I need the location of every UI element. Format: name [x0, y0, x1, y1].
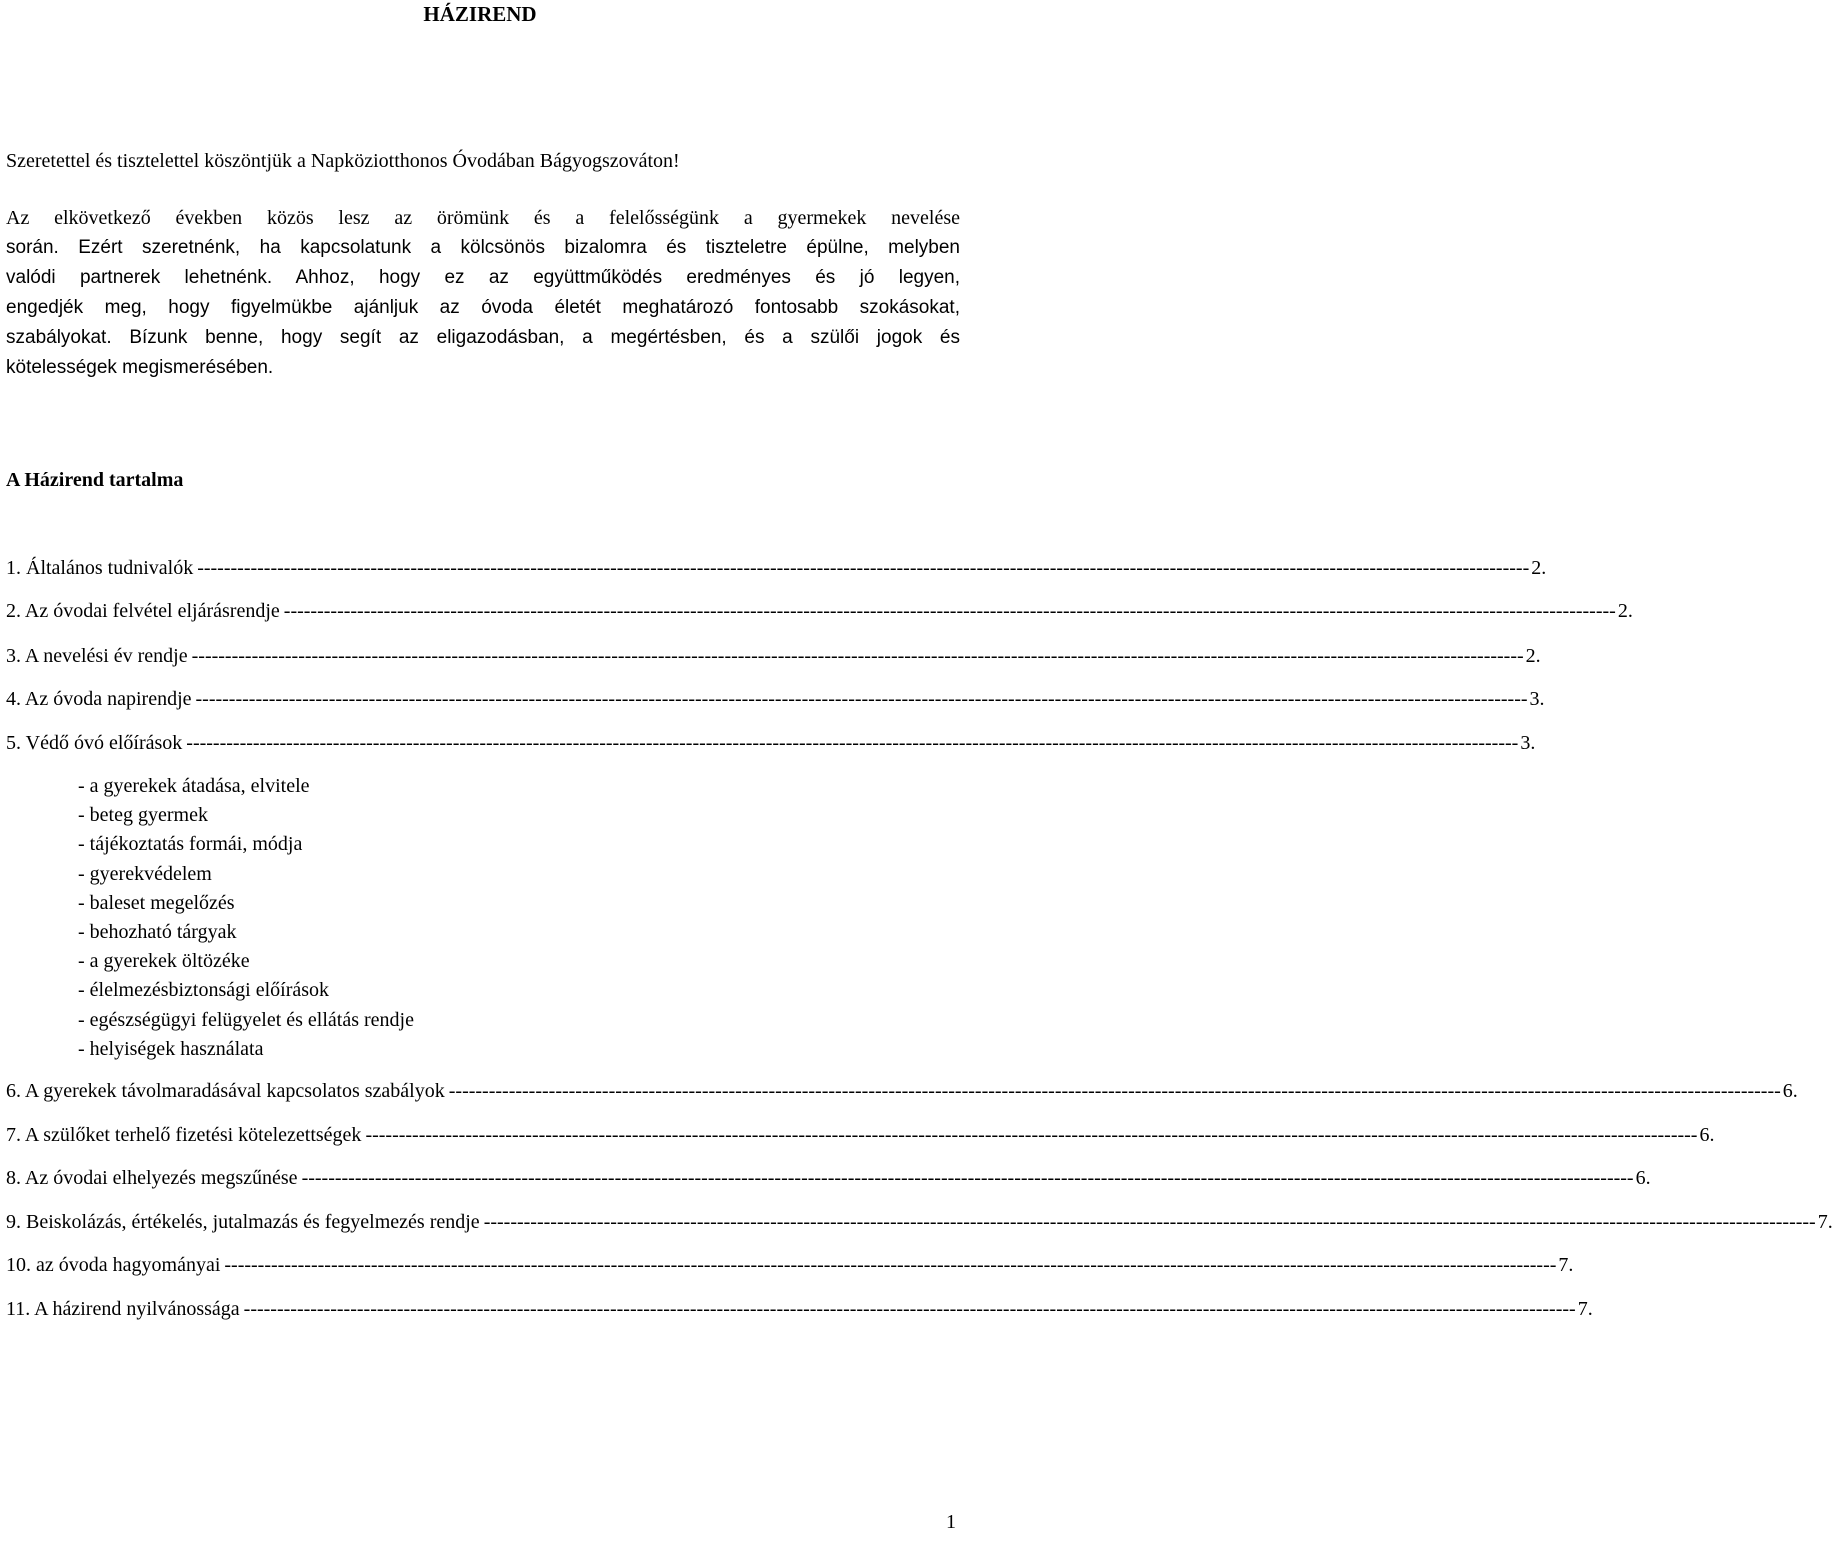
toc-entry	[6, 685, 1545, 713]
toc-leader: --------------------------------------------------------------------------------------------------------------------------------------------------------------------------------------------------------	[301, 1167, 1634, 1189]
intro-paragraph	[6, 203, 960, 383]
toc-leader: --------------------------------------------------------------------------------------------------------------------------------------------------------------------------------------------------------	[186, 732, 1519, 754]
intro-line: szabályokat. Bízunk benne, hogy segít az eligazodásban, a megértésben, és a szülői jogok és	[6, 327, 960, 348]
toc-entry-page: 7.	[1817, 1211, 1833, 1233]
toc-entry-label: 3. A nevelési év rendje	[6, 645, 188, 667]
list-item: - tájékoztatás formái, módja	[78, 833, 303, 856]
list-item: - élelmezésbiztonsági előírások	[78, 979, 330, 1002]
toc-entry-label: 7. A szülőket terhelő fizetési kötelezettségek	[6, 1124, 362, 1146]
page-number: 1	[946, 1511, 956, 1533]
list-item: - behozható tárgyak	[78, 921, 237, 944]
intro-line: Az elkövetkező években közös lesz az örömünk és a felelősségünk a gyermekek nevelése	[6, 207, 960, 229]
toc-entry-label: 2. Az óvodai felvétel eljárásrendje	[6, 600, 280, 622]
list-item: - helyiségek használata	[78, 1037, 264, 1060]
toc-entry	[6, 1121, 1715, 1149]
list-item: - egészségügyi felügyelet és ellátás rendje	[78, 1008, 414, 1031]
list-item: - a gyerekek öltözéke	[78, 950, 250, 973]
intro-line: engedjék meg, hogy figyelmükbe ajánljuk az óvoda életét meghatározó fontosabb szokásokat,	[6, 297, 960, 318]
toc-entry-page: 6.	[1699, 1124, 1715, 1146]
toc-entry	[6, 642, 1541, 670]
toc-leader: --------------------------------------------------------------------------------------------------------------------------------------------------------------------------------------------------------	[224, 1254, 1557, 1276]
toc-leader: --------------------------------------------------------------------------------------------------------------------------------------------------------------------------------------------------------	[191, 645, 1524, 667]
toc-entry-page: 3.	[1529, 688, 1545, 710]
toc-entry-page: 7.	[1558, 1254, 1574, 1276]
toc-leader: --------------------------------------------------------------------------------------------------------------------------------------------------------------------------------------------------------	[243, 1298, 1576, 1320]
page-title: HÁZIREND	[423, 2, 537, 26]
list-item: - baleset megelőzés	[78, 891, 235, 914]
intro-line: során. Ezért szeretnénk, ha kapcsolatunk a kölcsönös bizalomra és tiszteletre épülne, melyben	[6, 237, 960, 258]
toc-entry-label: 1. Általános tudnivalók	[6, 557, 194, 579]
section-5-subitems	[78, 772, 414, 1064]
contents-heading: A Házirend tartalma	[6, 469, 184, 491]
list-item: - a gyerekek átadása, elvitele	[78, 775, 310, 797]
toc-entry-label: 4. Az óvoda napirendje	[6, 688, 192, 710]
toc-entry	[6, 1208, 1833, 1236]
toc-entry	[6, 597, 1633, 625]
toc-leader: --------------------------------------------------------------------------------------------------------------------------------------------------------------------------------------------------------	[197, 557, 1530, 579]
toc-leader: --------------------------------------------------------------------------------------------------------------------------------------------------------------------------------------------------------	[283, 600, 1616, 622]
toc-entry-label: 8. Az óvodai elhelyezés megszűnése	[6, 1167, 298, 1189]
toc-entry	[6, 1295, 1593, 1323]
toc-leader: --------------------------------------------------------------------------------------------------------------------------------------------------------------------------------------------------------	[483, 1211, 1816, 1233]
toc-entry-page: 2.	[1531, 557, 1547, 579]
toc-entry	[6, 1251, 1574, 1279]
toc-entry-label: 11. A házirend nyilvánossága	[6, 1298, 240, 1320]
intro-line: valódi partnerek lehetnénk. Ahhoz, hogy ez az együttműködés eredményes és jó legyen,	[6, 267, 960, 288]
toc-leader: --------------------------------------------------------------------------------------------------------------------------------------------------------------------------------------------------------	[448, 1080, 1781, 1102]
toc-entry-page: 7.	[1577, 1298, 1593, 1320]
greeting-line: Szeretettel és tisztelettel köszöntjük a Napköziotthonos Óvodában Bágyogszováton!	[6, 150, 680, 172]
intro-line: kötelességek megismerésében.	[6, 357, 274, 378]
toc-entry-page: 6.	[1635, 1167, 1651, 1189]
list-item: - gyerekvédelem	[78, 862, 212, 885]
toc-leader: --------------------------------------------------------------------------------------------------------------------------------------------------------------------------------------------------------	[195, 688, 1528, 710]
toc-entry-page: 2.	[1525, 645, 1541, 667]
toc-entry-label: 9. Beiskolázás, értékelés, jutalmazás és fegyelmezés rendje	[6, 1211, 480, 1233]
toc-entry	[6, 1077, 1798, 1105]
toc-entry	[6, 1164, 1651, 1192]
toc-entry	[6, 729, 1536, 757]
toc-entry-page: 2.	[1617, 600, 1633, 622]
toc-entry-label: 10. az óvoda hagyományai	[6, 1254, 221, 1276]
toc-entry-label: 5. Védő óvó előírások	[6, 732, 183, 754]
toc-leader: --------------------------------------------------------------------------------------------------------------------------------------------------------------------------------------------------------	[365, 1124, 1698, 1146]
list-item: - beteg gyermek	[78, 804, 208, 827]
toc-entry-page: 6.	[1782, 1080, 1798, 1102]
toc-entry-label: 6. A gyerekek távolmaradásával kapcsolatos szabályok	[6, 1080, 445, 1102]
toc-entry	[6, 554, 1547, 582]
toc-entry-page: 3.	[1520, 732, 1536, 754]
